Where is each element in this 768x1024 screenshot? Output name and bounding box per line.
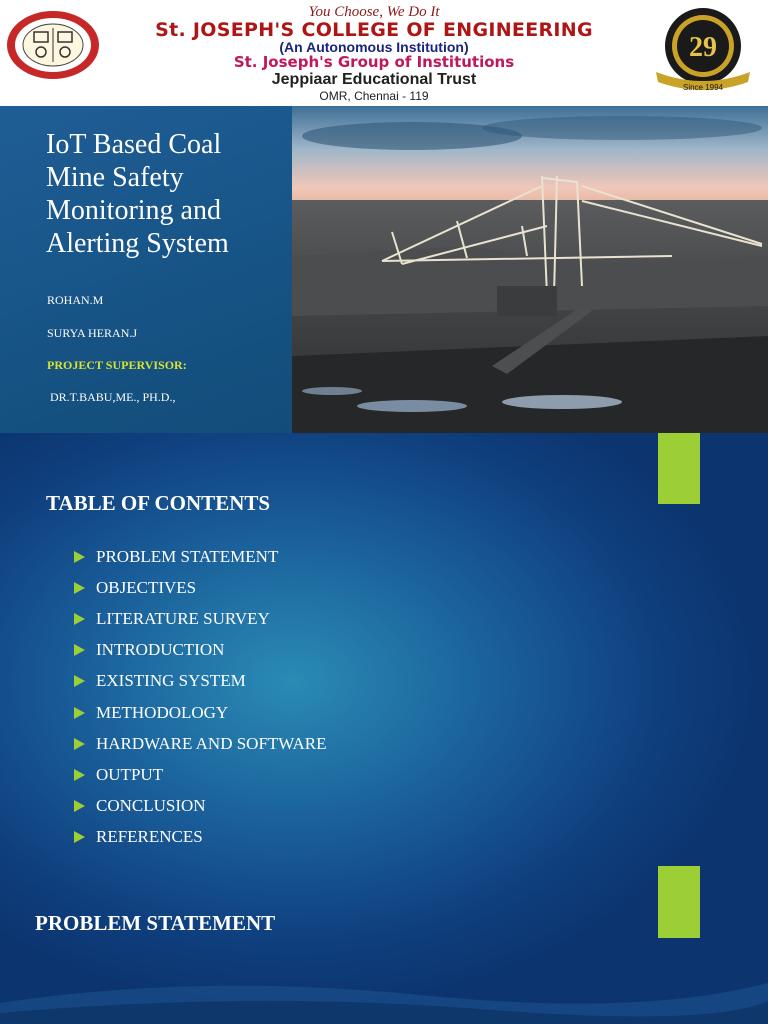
college-header [0,0,768,106]
college-name: St. JOSEPH'S COLLEGE OF ENGINEERING [155,19,593,41]
bullet-arrow-icon [74,707,85,719]
bullet-arrow-icon [74,769,85,781]
bullet-arrow-icon [74,551,85,563]
list-item [74,541,326,572]
list-item [74,728,326,759]
toc-item-label: OUTPUT [96,764,164,784]
toc-item-label: HARDWARE AND SOFTWARE [96,733,327,753]
badge-since: Since 1994 [682,83,724,92]
bullet-arrow-icon [74,613,85,625]
college-autonomy: (An Autonomous Institution) [279,39,469,55]
bullet-arrow-icon [74,675,85,687]
toc-item-label: INTRODUCTION [96,640,225,660]
author-2: SURYA HERAN.J [47,326,138,340]
accent-bar-bottom [658,866,700,938]
supervisor-name: DR.T.BABU,ME., PH.D., [50,390,176,404]
toc-heading: TABLE OF CONTENTS [46,491,271,515]
toc-item-label: LITERATURE SURVEY [96,608,270,628]
bullet-arrow-icon [74,800,85,812]
list-item [74,572,326,603]
accent-bar-top [658,433,700,504]
list-item [74,759,326,790]
toc-item-label: REFERENCES [96,827,203,847]
list-item [74,635,326,666]
toc-item-label: METHODOLOGY [96,702,229,722]
title-slide [0,106,768,433]
slide-wave-decoration [0,973,768,1024]
list-item [74,822,326,853]
toc-item-label: EXISTING SYSTEM [96,671,246,691]
anniversary-badge-icon [644,4,762,94]
college-address: OMR, Chennai - 119 [319,89,429,103]
bullet-arrow-icon [74,644,85,656]
bullet-arrow-icon [74,831,85,843]
college-trust: Jeppiaar Educational Trust [271,71,477,88]
bullet-arrow-icon [74,738,85,750]
problem-statement-heading: PROBLEM STATEMENT [35,911,276,935]
author-1: ROHAN.M [47,293,104,307]
toc-item-label: PROBLEM STATEMENT [96,546,279,566]
bullet-arrow-icon [74,582,85,594]
coal-mine-excavator-photo [292,106,768,433]
toc-item-label: CONCLUSION [96,796,206,816]
list-item [74,603,326,634]
college-emblem-left [4,8,102,82]
contents-slide [0,433,768,1024]
supervisor-label: PROJECT SUPERVISOR: [47,358,187,372]
list-item [74,791,326,822]
presentation-title: IoT Based Coal Mine Safety Monitoring and Alerting System [46,129,229,259]
list-item [74,666,326,697]
toc-item-label: OBJECTIVES [96,577,197,597]
badge-number: 29 [689,32,717,63]
college-motto: You Choose, We Do It [308,4,440,20]
list-item [74,697,326,728]
college-group: St. Joseph's Group of Institutions [233,53,515,71]
toc-list [74,541,326,853]
